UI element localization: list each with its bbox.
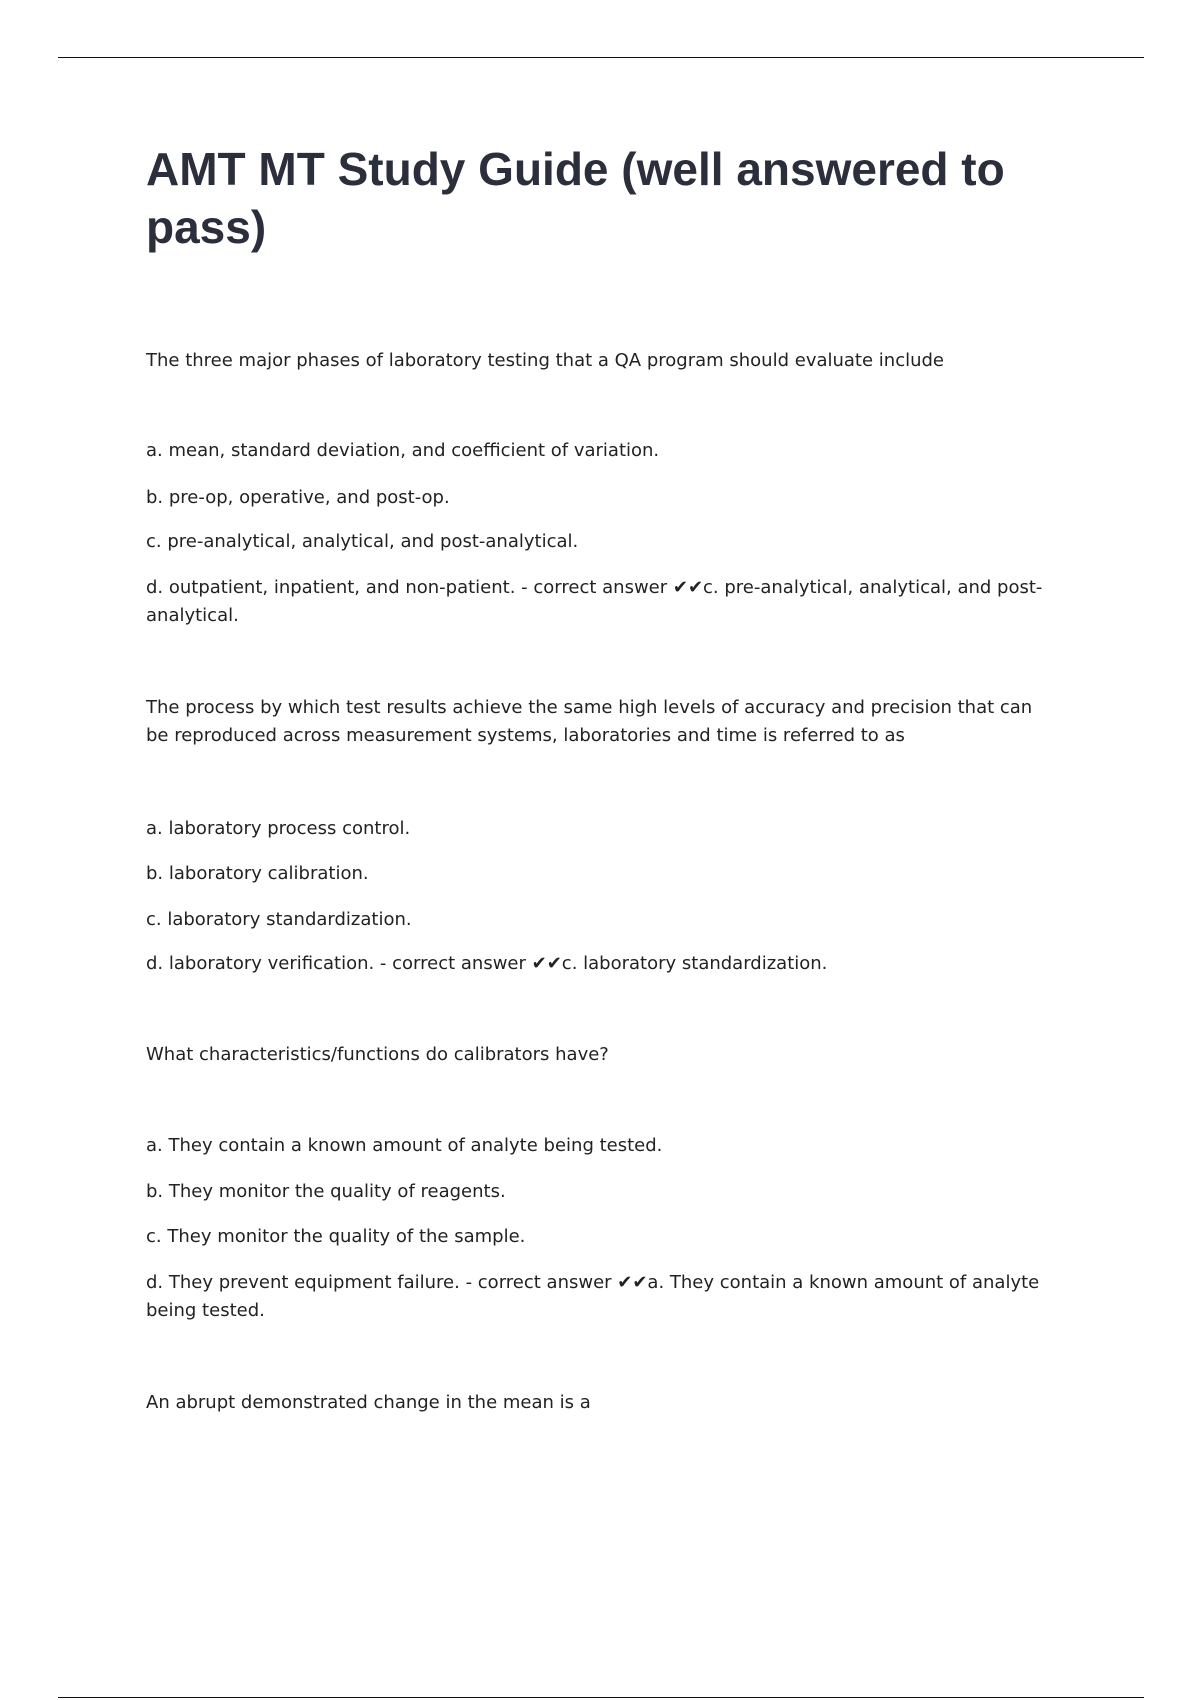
option-d-with-answer: d. laboratory verification. - correct answer ✔✔c. laboratory standardization. — [146, 953, 828, 974]
option-a: a. mean, standard deviation, and coefficient of variation. — [146, 440, 660, 461]
bottom-rule — [58, 1697, 1144, 1698]
option-c: c. laboratory standardization. — [146, 909, 412, 930]
option-a: a. They contain a known amount of analyte being tested. — [146, 1135, 663, 1156]
option-c: c. They monitor the quality of the sample. — [146, 1226, 526, 1247]
option-d-with-answer: d. outpatient, inpatient, and non-patient. - correct answer ✔✔c. pre-analytical, analytical, and post-analytical. — [146, 577, 1043, 626]
option-b: b. laboratory calibration. — [146, 863, 369, 884]
question-2 — [146, 694, 1056, 750]
question-4-prompt: An abrupt demonstrated change in the mean is a — [146, 1392, 591, 1413]
question-3 — [146, 1041, 1056, 1069]
document-title: AMT MT Study Guide (well answered to pass) — [146, 143, 1005, 253]
option-c: c. pre-analytical, analytical, and post-analytical. — [146, 531, 579, 552]
option-b: b. They monitor the quality of reagents. — [146, 1181, 506, 1202]
question-2-prompt: The process by which test results achieve the same high levels of accuracy and precision that can be reproduced across measurement systems, laboratories and time is referred to as — [146, 697, 1033, 746]
top-rule — [58, 57, 1144, 58]
option-a: a. laboratory process control. — [146, 818, 411, 839]
question-1 — [146, 347, 1056, 375]
option-d-with-answer: d. They prevent equipment failure. - correct answer ✔✔a. They contain a known amount of analyte being tested. — [146, 1272, 1040, 1321]
option-b: b. pre-op, operative, and post-op. — [146, 487, 450, 508]
question-4 — [146, 1389, 1056, 1417]
question-3-prompt: What characteristics/functions do calibrators have? — [146, 1044, 609, 1065]
question-1-prompt: The three major phases of laboratory testing that a QA program should evaluate include — [146, 350, 945, 371]
